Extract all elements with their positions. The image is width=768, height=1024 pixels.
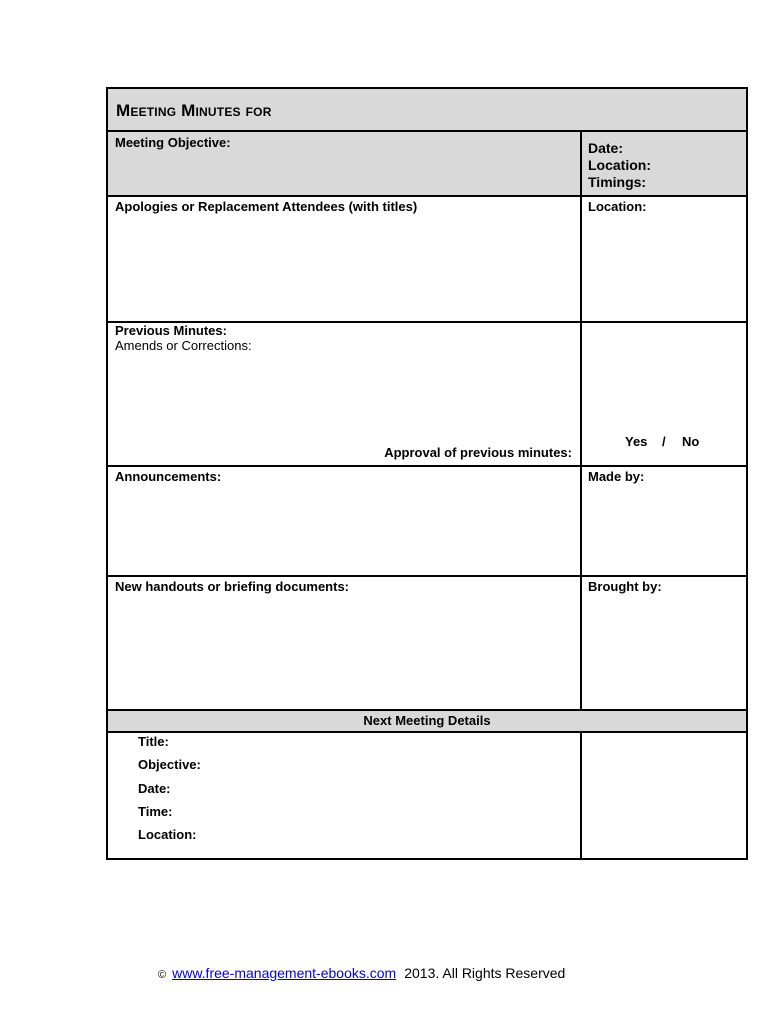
handouts-cell[interactable]	[108, 577, 582, 709]
next-time-label: Time:	[138, 804, 173, 819]
apologies-cell[interactable]	[108, 197, 582, 321]
previous-minutes-label: Previous Minutes:	[115, 323, 227, 338]
announcements-row	[108, 467, 746, 577]
rights-text: 2013. All Rights Reserved	[404, 965, 566, 981]
footer	[158, 964, 565, 984]
no-option[interactable]: No	[682, 434, 700, 449]
title-row	[108, 89, 746, 132]
next-meeting-details-row	[108, 733, 746, 858]
made-by-cell[interactable]	[582, 467, 746, 575]
made-by-label: Made by:	[588, 469, 645, 484]
next-meeting-notes-cell[interactable]	[582, 733, 746, 858]
next-objective-label: Objective:	[138, 757, 201, 772]
date-label: Date:	[588, 140, 624, 156]
location-label: Location:	[588, 157, 651, 173]
apologies-row	[108, 197, 746, 323]
next-location-label: Location:	[138, 827, 197, 842]
copyright-symbol: ©	[158, 969, 167, 981]
handouts-row	[108, 577, 746, 711]
brought-by-cell[interactable]	[582, 577, 746, 709]
handouts-label: New handouts or briefing documents:	[115, 579, 350, 594]
slash-separator: /	[662, 434, 666, 449]
timings-label: Timings:	[588, 174, 647, 190]
objective-label: Meeting Objective:	[115, 135, 231, 150]
amends-label: Amends or Corrections:	[115, 338, 252, 353]
next-meeting-details-cell[interactable]	[108, 733, 582, 858]
apologies-location-label: Location:	[588, 199, 647, 214]
objective-cell[interactable]	[108, 132, 582, 195]
next-title-label: Title:	[138, 734, 169, 749]
next-meeting-header-row	[108, 711, 746, 733]
brought-by-label: Brought by:	[588, 579, 662, 594]
previous-minutes-row	[108, 323, 746, 467]
meeting-minutes-form	[106, 87, 748, 860]
announcements-cell[interactable]	[108, 467, 582, 575]
approval-cell[interactable]	[582, 323, 746, 465]
next-date-label: Date:	[138, 781, 171, 796]
objective-row	[108, 132, 746, 197]
approval-label: Approval of previous minutes:	[384, 445, 572, 460]
yes-option[interactable]: Yes	[625, 434, 648, 449]
next-meeting-header: Next Meeting Details	[363, 713, 491, 728]
date-location-cell[interactable]	[582, 132, 746, 195]
apologies-location-cell[interactable]	[582, 197, 746, 321]
previous-minutes-cell[interactable]	[108, 323, 582, 465]
form-title: Meeting Minutes for	[116, 101, 272, 120]
apologies-label: Apologies or Replacement Attendees (with titles)	[115, 199, 418, 214]
website-link[interactable]: www.free-management-ebooks.com	[172, 965, 397, 981]
announcements-label: Announcements:	[115, 469, 222, 484]
